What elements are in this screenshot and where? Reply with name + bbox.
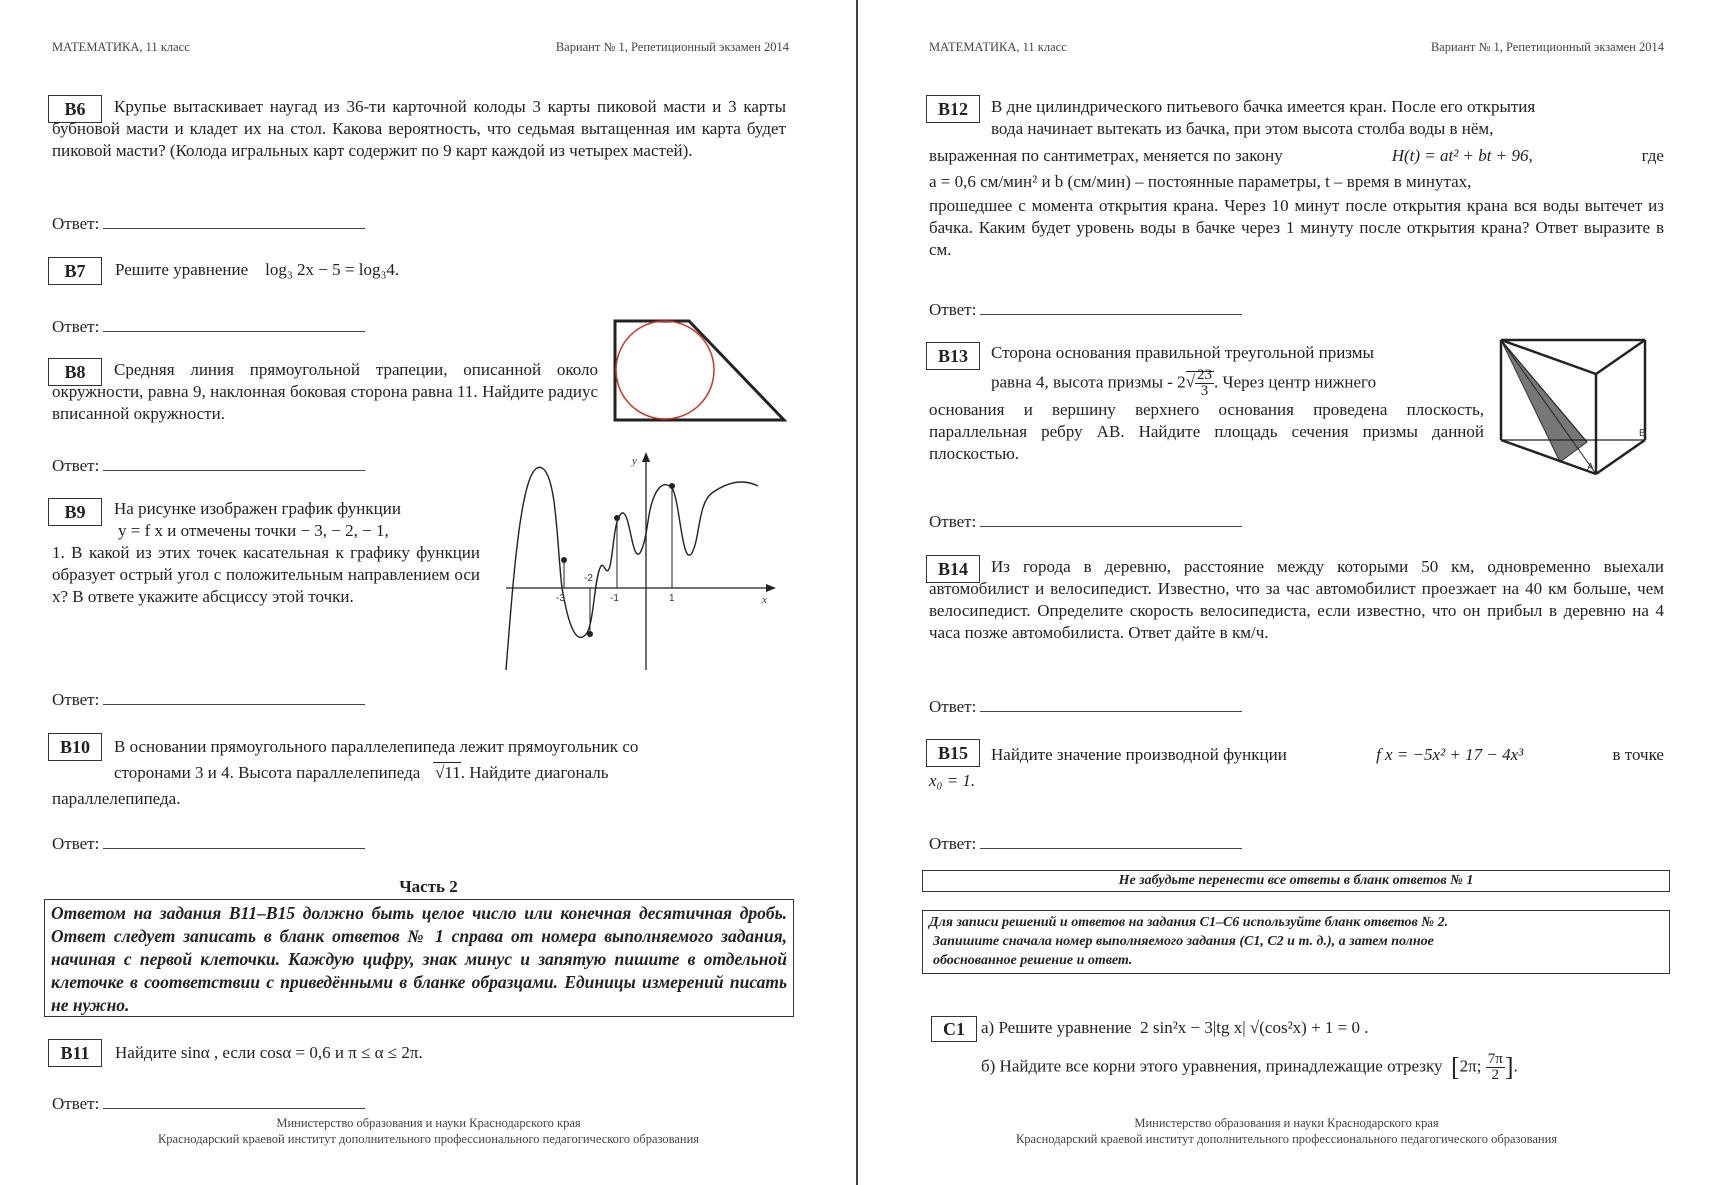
answer-label: Ответ: (929, 512, 977, 531)
reminder-box (922, 870, 1670, 892)
answer-label: Ответ: (52, 317, 100, 336)
answer-label: Ответ: (52, 214, 100, 233)
task-b7-equation: log₃ 2x − 5 = log₃4. (265, 260, 400, 279)
task-b13-line-2a: равна 4, высота призмы - 2 (991, 372, 1186, 392)
task-c1-b-text: б) Найдите все корни этого уравнения, принадлежащие отрезку (981, 1056, 1443, 1076)
task-b6-label: B6 (48, 95, 102, 123)
vertex-b-label: B (1639, 428, 1646, 439)
part2-instructions-box (44, 899, 794, 1017)
task-c1-b-frac-den: 2 (1491, 1067, 1500, 1083)
instructions-line-2: Запишите сначала номер выполняемого задания (C1, C2 и т. д.), а затем полное (933, 934, 1434, 949)
task-b15-text (929, 744, 1664, 792)
instructions-line-1: Для записи решений и ответов на задания C1–C6 используйте бланк ответов № 2. (929, 915, 1449, 930)
task-b10-label: B10 (48, 733, 102, 761)
task-b15-body-a: Найдите значение производной функции (991, 745, 1287, 764)
task-b13-frac-num: 23 (1197, 367, 1213, 383)
prism-figure (1495, 334, 1655, 480)
footer-institute: Краснодарский краевой институт дополнительного профессионального педагогического образования (157, 1132, 700, 1146)
task-b12-line-4: a = 0,6 см/мин² и b (см/мин) – постоянные параметры, t – время в минутах, (929, 172, 1472, 191)
task-b13-line-3: основания и вершину верхнего основания проведена плоскость, параллельная ребру AB. Найдите площадь сечения призмы данной плоскостью. (929, 400, 1484, 463)
task-b9-body-a: На рисунке изображен график функции (114, 499, 401, 518)
answer-label: Ответ: (929, 834, 977, 853)
task-b13-line-1: Сторона основания правильной треугольной призмы (991, 343, 1374, 362)
answer-b8 (52, 454, 365, 476)
task-b14-label: B14 (926, 555, 980, 583)
answer-b7 (52, 315, 365, 337)
answer-b12 (929, 298, 1242, 320)
task-b8-label: B8 (48, 358, 102, 386)
answer-b13 (929, 510, 1242, 532)
answer-b10 (52, 832, 365, 854)
footer-ministry: Министерство образования и науки Краснодарского края (1134, 1116, 1439, 1130)
task-b7-label: B7 (48, 257, 102, 285)
task-c1-a-equation: 2 sin²x − 3|tg x| √(cos²x) + 1 = 0 . (1140, 1018, 1369, 1037)
header-subject: МАТЕМАТИКА, 11 класс (52, 40, 190, 54)
answer-line[interactable] (103, 688, 365, 705)
task-b13-label: B13 (926, 342, 980, 370)
answer-line[interactable] (103, 1092, 365, 1109)
footer-ministry: Министерство образования и науки Краснодарского края (276, 1116, 581, 1130)
task-b9-body-b: y = f x и отмечены точки − 3, − 2, − 1, (118, 521, 389, 540)
instructions-line-3: обоснованное решение и ответ. (933, 953, 1133, 968)
task-c1-label: C1 (931, 1016, 977, 1042)
reminder-text: Не забудьте перенести все ответы в бланк ответов № 1 (1118, 873, 1474, 888)
task-b11-text: Найдите sinα , если cosα = 0,6 и π ≤ α ≤ 2π. (115, 1043, 423, 1062)
answer-label: Ответ: (52, 1094, 100, 1113)
task-b7-body: Решите уравнение (115, 260, 249, 279)
x-axis-label: x (762, 594, 767, 606)
task-b13-text: Сторона основания правильной треугольной призмы равна 4, высота призмы - 2√ $\frac{23}{3}$ . Через центр нижнего основания и вершину верхнего основания проведена плоскость, параллельная ребру AB. Найдите площадь сечения призмы данной плоскостью. (929, 343, 1484, 463)
header-subject: МАТЕМАТИКА, 11 класс (929, 40, 1067, 54)
prism-edge (1596, 440, 1645, 474)
task-b14-text (929, 556, 1664, 644)
right-page (859, 0, 1714, 1185)
task-b15-label: B15 (926, 739, 980, 767)
y-axis-label: y (632, 455, 637, 467)
task-b10-body-b: сторонами 3 и 4. Высота параллелепипеда (114, 763, 421, 782)
task-c1-b-interval-start: 2π; (1459, 1056, 1482, 1076)
point-1 (669, 483, 675, 489)
task-b8-body: Средняя линия прямоугольной трапеции, описанной около окружности, равна 9, наклонная боковая сторона равна 11. Найдите радиус вписанной окружности. (52, 360, 598, 423)
task-b15-body-b: в точке (1612, 745, 1664, 764)
task-b6-body: Крупье вытаскивает наугад из 36-ти карточной колоды 3 карты пиковой масти и 3 карты бубновой масти и кладет их на стол. Какова вероятность, что седьмая вытащенная им карта будет пиковой масти? (Колода игральных карт содержит по 9 карт каждой из четырех мастей). (52, 97, 786, 160)
answer-line[interactable] (980, 298, 1242, 315)
point-m3 (561, 557, 567, 563)
answer-b9 (52, 688, 365, 710)
page-divider (856, 0, 858, 1185)
answer-b11 (52, 1092, 365, 1114)
answer-b6 (52, 212, 365, 234)
task-b15-x0: x₀ = 1. (929, 771, 976, 790)
footer (859, 1115, 1714, 1147)
task-b10-body-d: параллелепипеда. (52, 789, 181, 808)
answer-line[interactable] (103, 832, 365, 849)
tick-m1: -1 (610, 593, 619, 604)
answer-label: Ответ: (52, 690, 100, 709)
task-b15-equation: f x = −5x² + 17 − 4x³ (1376, 745, 1524, 764)
answer-label: Ответ: (929, 300, 977, 319)
task-b12-line-3a: выраженная по сантиметрах, меняется по закону (929, 146, 1283, 165)
answer-line[interactable] (980, 510, 1242, 527)
task-b10-body-a: В основании прямоугольного параллелепипеда лежит прямоугольник со (114, 737, 639, 756)
task-b9-label: B9 (48, 498, 102, 526)
task-c1-part-b: б) Найдите все корни этого уравнения, принадлежащие отрезку [2π; $\frac{7\pi}{2}$ ]. (981, 1051, 1518, 1083)
task-b9-body-c: 1. В какой из этих точек касательная к графику функции образует острый угол с положительным направлением оси x? В ответе укажите абсциссу этой точки. (52, 543, 480, 606)
footer-institute: Краснодарский краевой институт дополнительного профессионального педагогического образования (1015, 1132, 1558, 1146)
task-c1-b-frac-num: 7π (1487, 1051, 1503, 1067)
answer-label: Ответ: (52, 456, 100, 475)
answer-line[interactable] (103, 454, 365, 471)
task-b9-text (52, 498, 480, 608)
task-b10-body-c: . Найдите диагональ (460, 763, 609, 782)
prism-edge (1596, 340, 1645, 374)
task-b13-line-2b: . Через центр нижнего (1214, 372, 1377, 392)
y-axis-arrow (642, 452, 650, 462)
task-b12-line-2: вода начинает вытекать из бачка, при этом высота столба воды в нём, (991, 119, 1494, 138)
header-variant: Вариант № 1, Репетиционный экзамен 2014 (1430, 40, 1664, 54)
function-curve (506, 467, 758, 670)
answer-label: Ответ: (929, 697, 977, 716)
instructions-box (922, 910, 1670, 974)
answer-b14 (929, 695, 1242, 717)
task-b6-text (52, 96, 786, 162)
point-m1 (614, 515, 620, 521)
part2-title: Часть 2 (399, 877, 458, 896)
task-b8-text (52, 359, 598, 425)
task-b11-label: B11 (48, 1039, 102, 1067)
answer-line[interactable] (103, 212, 365, 229)
answer-line[interactable] (103, 315, 365, 332)
task-b12-line-5: прошедшее с момента открытия крана. Через 10 минут после открытия крана вся воды вытечет из бачка. Каким будет уровень воды в бачке через 1 минуту после открытия крана? Ответ выразите в см. (929, 196, 1664, 259)
function-graph (502, 448, 782, 673)
tick-m3: -3 (556, 593, 565, 604)
point-m2 (587, 631, 593, 637)
vertex-a-label: A (1587, 462, 1594, 473)
answer-line[interactable] (980, 832, 1242, 849)
task-b12-text (929, 96, 1664, 261)
task-b10-text: В основании прямоугольного параллелепипеда лежит прямоугольник со сторонами 3 и 4. Высота параллелепипеда √11. Найдите диагональ параллелепипеда. (52, 737, 639, 808)
tick-1: 1 (669, 593, 675, 604)
task-b13-frac-den: 3 (1200, 383, 1209, 399)
task-c1-a-text: а) Решите уравнение (981, 1018, 1132, 1037)
task-b12-line-1: В дне цилиндрического питьевого бачка имеется кран. После его открытия (991, 97, 1536, 116)
task-b14-body: Из города в деревню, расстояние между которыми 50 км, одновременно выехали автомобилист и велосипедист. Известно, что за час автомобилист проезжает на 40 км больше, чем велосипедист. Определите скорость велосипедиста, если известно, что он прибыл в деревню на 4 часа позже автомобилиста. Ответ дайте в км/ч. (929, 557, 1664, 642)
tick-m2: -2 (584, 573, 593, 584)
task-b7-text (115, 259, 715, 281)
task-b12-line-3c: где (1641, 146, 1664, 165)
x-axis-arrow (766, 584, 776, 592)
answer-b15 (929, 832, 1242, 854)
answer-line[interactable] (980, 695, 1242, 712)
section-line (1501, 340, 1596, 474)
task-b10-sqrt: 11 (444, 763, 461, 782)
task-b12-label: B12 (926, 95, 980, 123)
trapezoid-figure (612, 318, 787, 424)
answer-label: Ответ: (52, 834, 100, 853)
inscribed-circle (616, 321, 714, 419)
part2-instructions: Ответом на задания B11–B15 должно быть целое число или конечная десятичная дробь. Ответ следует записать в бланк ответов № 1 справа от номера выполняемого задания, начиная с первой клеточки. Каждую цифру, знак минус и запятую пишите в отдельной клеточке в соответствии с приведёнными в бланке образцами. Единицы измерений писать не нужно. (51, 903, 787, 1015)
task-c1-part-a (981, 1017, 1661, 1039)
footer (0, 1115, 857, 1147)
header-variant: Вариант № 1, Репетиционный экзамен 2014 (555, 40, 789, 54)
task-b12-formula: H(t) = at² + bt + 96, (1391, 146, 1533, 165)
